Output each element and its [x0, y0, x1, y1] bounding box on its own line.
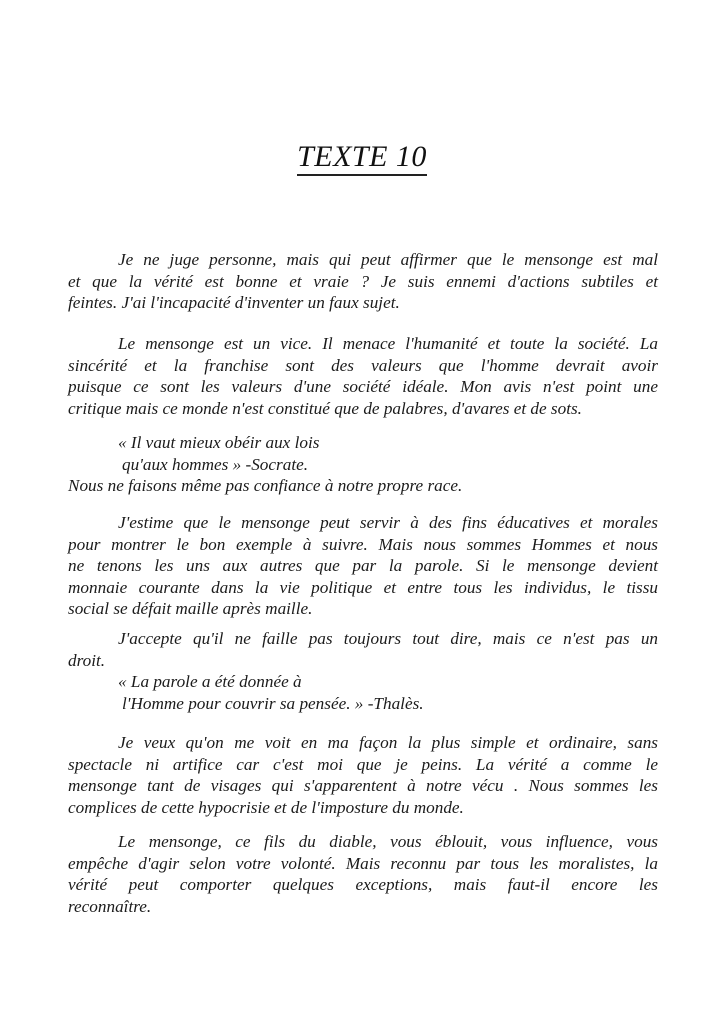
quote-line: l'Homme pour couvrir sa pensée. » -Thalès.: [122, 693, 424, 713]
paragraph-line: Je ne juge personne, mais qui peut affirmer que le mensonge est mal: [118, 250, 658, 269]
page-title: [0, 140, 724, 176]
paragraph-line: critique mais ce monde n'est constitué que de palabres, d'avares et de sots.: [68, 398, 582, 418]
paragraph-line: vérité peut comporter quelques exceptions, mais faut-il encore les: [68, 875, 658, 894]
quote-line: « Il vaut mieux obéir aux lois: [118, 433, 320, 452]
quote-line: qu'aux hommes » -Socrate.: [122, 454, 309, 474]
paragraph-6: [68, 732, 658, 818]
paragraph-line: Nous ne faisons même pas confiance à notre propre race.: [68, 476, 463, 495]
paragraph-line: social se défait maille après maille.: [68, 599, 313, 618]
paragraph-line: feintes. J'ai l'incapacité d'inventer un faux sujet.: [68, 293, 400, 312]
paragraph-line: Je veux qu'on me voit en ma façon la plus simple et ordinaire, sans: [118, 733, 658, 752]
paragraph-2: [68, 333, 658, 419]
paragraph-4: [68, 512, 658, 620]
paragraph-line: J'accepte qu'il ne faille pas toujours tout dire, mais ce n'est pas un: [118, 629, 658, 648]
paragraph-line: ne tenons les uns aux autres que par la parole. Si le mensonge devient: [68, 556, 658, 575]
paragraph-line: Le mensonge est un vice. Il menace l'humanité et toute la société. La: [118, 334, 658, 353]
paragraph-line: spectacle ni artifice car c'est moi que je peins. La vérité a comme le: [68, 754, 658, 774]
page-title-text: TEXTE 10: [297, 141, 427, 176]
paragraph-7: [68, 831, 658, 917]
quote-line: « La parole a été donnée à: [118, 672, 302, 691]
quote-socrate-block: [68, 432, 658, 497]
paragraph-line: J'estime que le mensonge peut servir à des fins éducatives et morales: [118, 513, 658, 532]
paragraph-5: [68, 628, 658, 714]
paragraph-line: monnaie courante dans la vie politique et entre tous les individus, le tissu: [68, 577, 658, 597]
paragraph-line: complices de cette hypocrisie et de l'imposture du monde.: [68, 797, 464, 817]
paragraph-line: pour montrer le bon exemple à suivre. Mais nous sommes Hommes et nous: [68, 534, 658, 554]
paragraph-1: [68, 249, 658, 314]
paragraph-line: reconnaître.: [68, 896, 152, 916]
paragraph-line: sincérité et la franchise sont des valeurs que l'homme devrait avoir: [68, 355, 658, 375]
paragraph-line: droit.: [68, 650, 106, 670]
paragraph-line: puisque ce sont les valeurs d'une société idéale. Mon avis n'est point une: [68, 377, 658, 396]
paragraph-line: et que la vérité est bonne et vraie ? Je suis ennemi d'actions subtiles et: [68, 271, 658, 291]
paragraph-line: mensonge tant de visages qui s'apparentent à notre vécu . Nous sommes les: [68, 776, 658, 795]
paragraph-line: empêche d'agir selon votre volonté. Mais reconnu par tous les moralistes, la: [68, 853, 658, 873]
paragraph-line: Le mensonge, ce fils du diable, vous éblouit, vous influence, vous: [118, 832, 658, 851]
